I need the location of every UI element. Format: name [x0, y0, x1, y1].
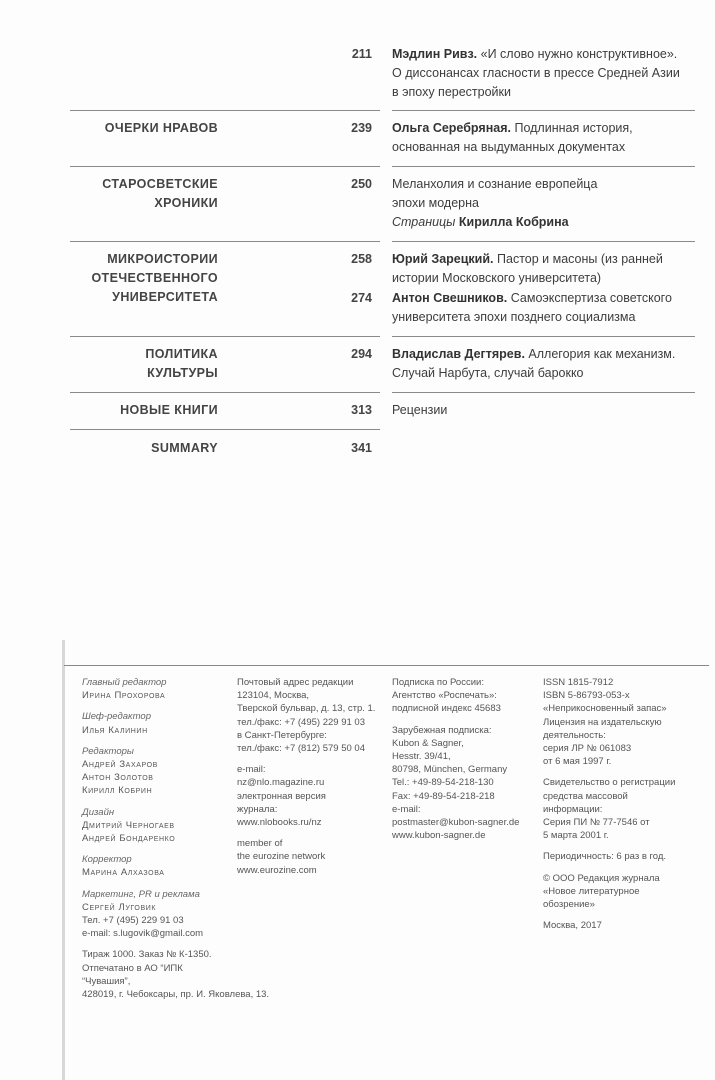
- toc-section-summary: SUMMARY: [151, 441, 218, 455]
- divider: [392, 336, 695, 337]
- divider: [392, 110, 695, 111]
- divider: [70, 241, 380, 242]
- toc-page-239: 239: [351, 121, 372, 135]
- toc-entry-sveshnikov[interactable]: Антон Свешников. Самоэкспертиза советского университета эпохи позднего социализма: [392, 291, 672, 324]
- toc-entry-recenzii[interactable]: Рецензии: [392, 403, 448, 417]
- divider: [70, 392, 380, 393]
- toc-section-mikroistorii: МИКРОИСТОРИИ ОТЕЧЕСТВЕННОГО УНИВЕРСИТЕТА: [91, 252, 218, 304]
- email-link[interactable]: postmaster@kubon-sagner.de: [392, 817, 520, 829]
- toc-entry-degtyarev[interactable]: Владислав Дегтярев. Аллегория как механизм. Случай Нарбута, случай барокко: [392, 347, 676, 380]
- page-binding-edge: [62, 640, 65, 1080]
- divider: [70, 336, 380, 337]
- toc-section-starosvetskie: СТАРОСВЕТСКИЕ ХРОНИКИ: [102, 177, 218, 210]
- toc-page-211: 211: [351, 47, 372, 61]
- colophon-divider: [64, 665, 709, 666]
- toc-author: Мэдлин Ривз: [392, 47, 474, 61]
- toc-author: Антон Свешников: [392, 291, 504, 305]
- toc-section-politika: ПОЛИТИКА КУЛЬТУРЫ: [145, 347, 218, 380]
- toc-page-250: 250: [351, 177, 372, 191]
- toc-entry-zaretsky[interactable]: Юрий Зарецкий. Пастор и масоны (из ранней истории Московского университета): [392, 252, 663, 285]
- toc-section-ocherki: ОЧЕРКИ НРАВОВ: [104, 121, 218, 135]
- email-link[interactable]: nz@nlo.magazine.ru: [237, 777, 325, 789]
- toc-author: Ольга Серебряная: [392, 121, 508, 135]
- toc-entry-serebryanaya[interactable]: Ольга Серебряная. Подлинная история, основанная на выдуманных документах: [392, 121, 633, 154]
- toc-entry-melancholy[interactable]: Меланхолия и сознание европейца эпохи модерна Страницы Кирилла Кобрина: [392, 177, 598, 229]
- toc-section-novye-knigi: НОВЫЕ КНИГИ: [120, 403, 218, 417]
- toc-page-274: 274: [351, 291, 372, 305]
- website-link[interactable]: www.eurozine.com: [237, 864, 317, 876]
- website-link[interactable]: www.kubon-sagner.de: [392, 830, 486, 842]
- divider: [70, 110, 380, 111]
- toc-page-341: 341: [351, 441, 372, 455]
- toc-page-258: 258: [351, 252, 372, 266]
- toc-entry-riv[interactable]: Мэдлин Ривз. «И слово нужно конструктивное». О диссонансах гласности в прессе Средней Азии в эпоху перестройки: [392, 47, 680, 99]
- divider: [392, 241, 695, 242]
- email-link[interactable]: e-mail: s.lugovik@gmail.com: [82, 928, 204, 940]
- colophon-subscription: Подписка по России: Агентство «Роспечать»: подписной индекс 45683 Зарубежная подписка: Kubon & Sagner, Hesstr. 39/41, 80798, München, Germany Tel.: +49-89-54-218-130 Fax: +49-89-54-218-218 e-mail: postmaster@kubon-sagner.de www.kubon-sagner.de: [392, 676, 537, 842]
- colophon-address: Почтовый адрес редакции 123104, Москва, Тверской бульвар, д. 13, стр. 1. тел./факс: +7 (495) 229 91 03 в Санкт-Петербурге: тел./факс: +7 (812) 579 50 04 e-mail: nz@nlo.magazine.ru электронная версия журнала: www.nlobooks.ru/nz member of the eurozine network www.eurozine.com: [237, 676, 382, 877]
- website-link[interactable]: www.nlobooks.ru/nz: [237, 817, 322, 829]
- toc-author: Юрий Зарецкий: [392, 252, 491, 266]
- divider: [70, 166, 380, 167]
- colophon-editors: Главный редактор Ирина Прохорова Шеф-редактор Илья Калинин Редакторы Андрей Захаров Антон Золотов Кирилл Кобрин Дизайн Дмитрий Черногаев Андрей Бондаренко Корректор Марина Алхазова Маркетинг, PR и реклама Сергей Луговик Тел. +7 (495) 229 91 03 e-mail: s.lugovik@gmail.com Тираж 1000. Заказ № К-1350. Отпечатано в АО “ИПК “Чувашия”, 428019, г. Чебоксары, пр. И. Яковлева, 13.: [82, 677, 270, 1001]
- colophon-legal: ISSN 1815-7912 ISBN 5-86793-053-х «Неприкосновенный запас» Лицензия на издательскую деятельность: серия ЛР № 061083 от 6 мая 1997 г. Свидетельство о регистрации средства массовой информации: Серия ПИ № 77-7546 от 5 марта 2001 г. Периодичность: 6 раз в год. © ООО Редакция журнала «Новое литературное обозрение» Москва, 2017: [543, 677, 676, 932]
- divider: [392, 392, 695, 393]
- toc-author: Владислав Дегтярев: [392, 347, 522, 361]
- toc-page-313: 313: [351, 403, 372, 417]
- toc-page-294: 294: [351, 347, 372, 361]
- divider: [392, 166, 695, 167]
- divider: [70, 429, 380, 430]
